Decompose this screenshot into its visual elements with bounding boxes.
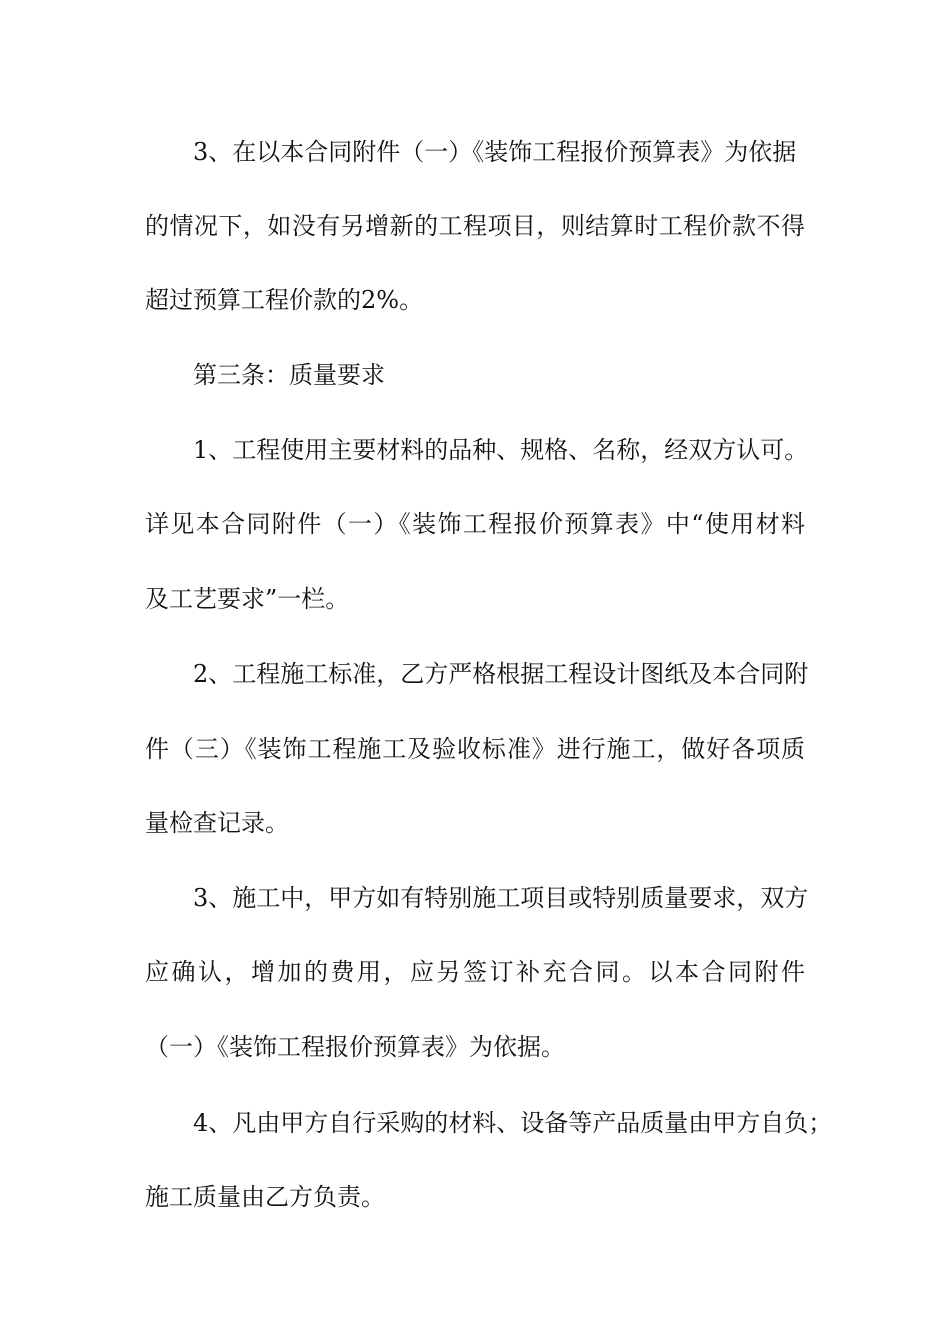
paragraph-line: 应确认，增加的费用，应另签订补充合同。以本合同附件 xyxy=(145,958,805,986)
paragraph-line: 3、施工中，甲方如有特别施工项目或特别质量要求，双方 xyxy=(193,884,809,912)
paragraph-line: （一）《装饰工程报价预算表》为依据。 xyxy=(145,1033,565,1061)
paragraph-line: 3、在以本合同附件（一）《装饰工程报价预算表》为依据 xyxy=(193,138,797,166)
paragraph-line: 量检查记录。 xyxy=(145,809,289,837)
paragraph-line: 详见本合同附件（一）《装饰工程报价预算表》中“使用材料 xyxy=(145,510,805,538)
paragraph-line: 及工艺要求”一栏。 xyxy=(145,585,350,613)
paragraph-line: 超过预算工程价款的2%。 xyxy=(145,286,424,314)
paragraph-line: 1、工程使用主要材料的品种、规格、名称，经双方认可。 xyxy=(193,436,809,464)
paragraph-line: 的情况下，如没有另增新的工程项目，则结算时工程价款不得 xyxy=(145,212,805,240)
paragraph-line: 4、凡由甲方自行采购的材料、设备等产品质量由甲方自负； xyxy=(193,1109,833,1137)
paragraph-line: 施工质量由乙方负责。 xyxy=(145,1183,385,1211)
section-heading: 第三条：质量要求 xyxy=(193,361,385,389)
paragraph-line: 2、工程施工标准，乙方严格根据工程设计图纸及本合同附 xyxy=(193,660,809,688)
paragraph-line: 件（三）《装饰工程施工及验收标准》进行施工，做好各项质 xyxy=(145,735,805,763)
